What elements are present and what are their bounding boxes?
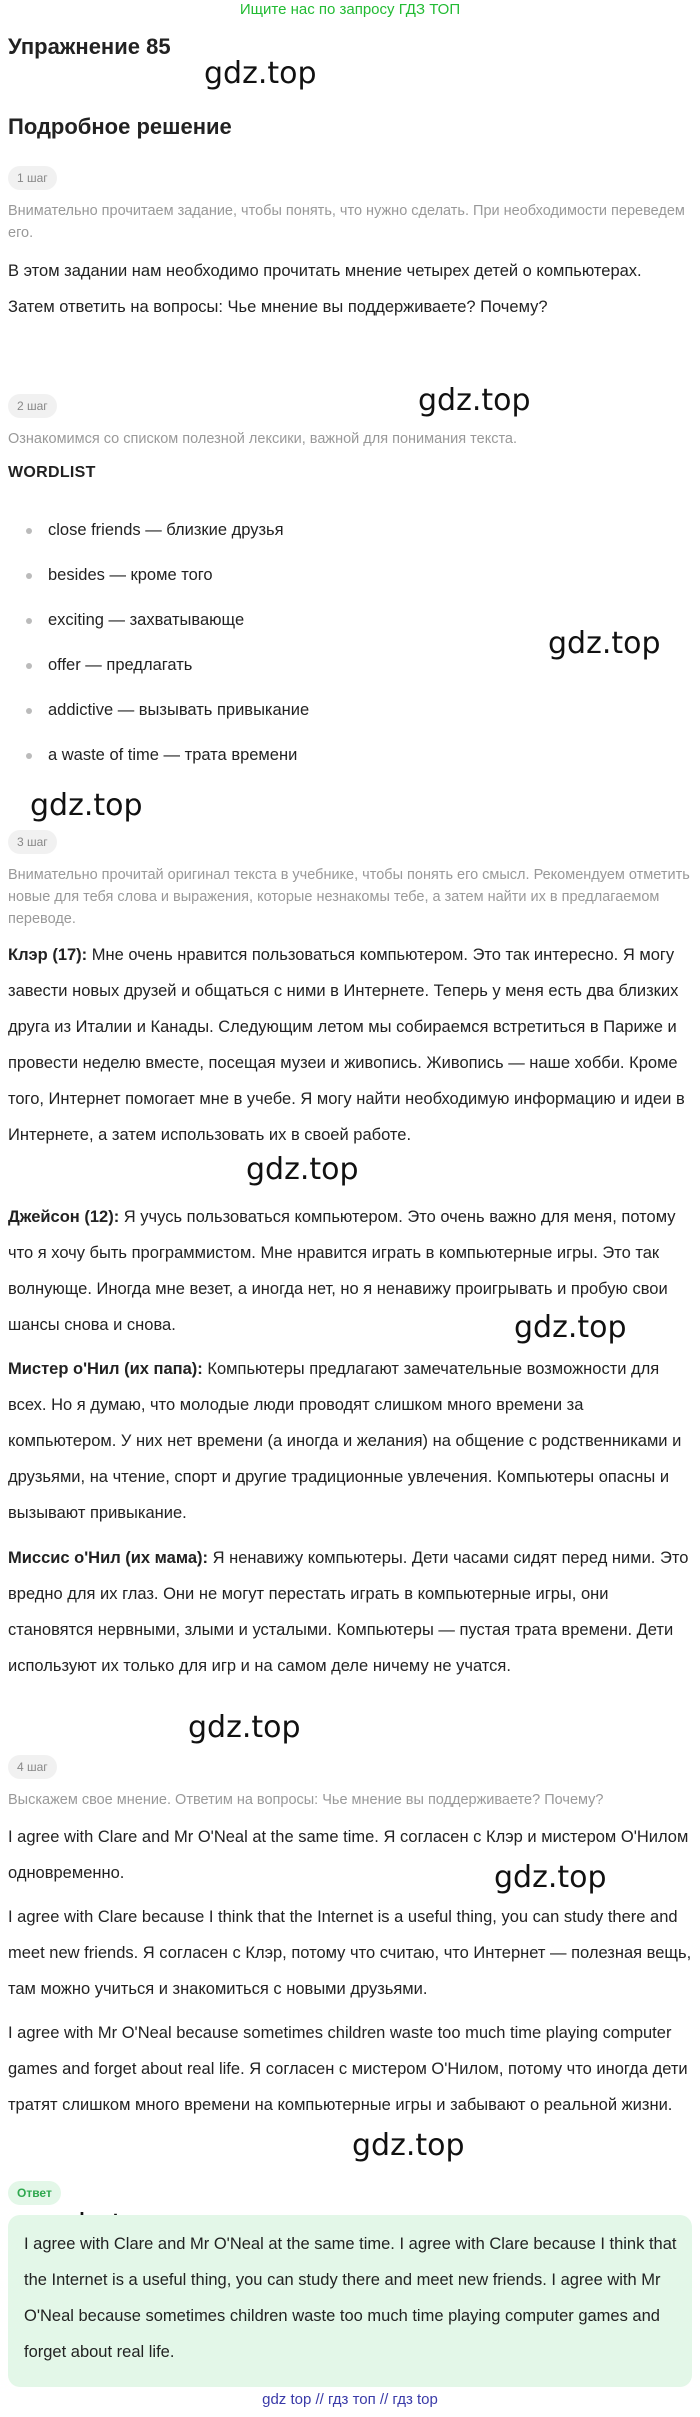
watermark: gdz.top bbox=[548, 626, 661, 661]
answer-badge: Ответ bbox=[8, 2181, 61, 2205]
wordlist bbox=[0, 508, 309, 778]
watermark: gdz.top bbox=[204, 56, 317, 91]
paragraph-text: Компьютеры предлагают замечательные возможности для всех. Но я думаю, что молодые люди проводят слишком много времени за компьютером. У них нет времени (а иногда и желания) на общение с родственниками и друзьями, на чтение, спорт и другие традиционные увлечения. Компьютеры опасны и вызывают привыкание. bbox=[8, 1360, 682, 1522]
step-hint: Ознакомимся со списком полезной лексики, важной для понимания текста. bbox=[8, 431, 518, 447]
wordlist-heading: WORDLIST bbox=[8, 464, 96, 481]
footer-links[interactable]: gdz top // гдз топ // гдз top bbox=[262, 2391, 438, 2408]
speaker-name: Клэр (17): bbox=[8, 946, 88, 964]
translation-paragraph bbox=[8, 1199, 692, 1343]
translation-paragraph bbox=[8, 937, 692, 1153]
watermark: gdz.top bbox=[514, 1310, 627, 1345]
step-badge: 1 шаг bbox=[8, 166, 57, 190]
list-item: offer — предлагать bbox=[0, 643, 309, 688]
step-hint: Внимательно прочитаем задание, чтобы понять, что нужно сделать. При необходимости переведем его. bbox=[8, 203, 685, 241]
speaker-name: Миссис о'Нил (их мама): bbox=[8, 1549, 208, 1567]
watermark: gdz.top bbox=[188, 1710, 301, 1745]
watermark: gdz.top bbox=[246, 1152, 359, 1187]
translation-paragraph bbox=[8, 1351, 692, 1531]
opinion-paragraph: I agree with Clare and Mr O'Neal at the same time. Я согласен с Клэр и мистером О'Нилом одновременно. bbox=[8, 1828, 689, 1882]
list-item: besides — кроме того bbox=[0, 553, 309, 598]
watermark: gdz.top bbox=[30, 788, 143, 823]
solution-heading: Подробное решение bbox=[8, 114, 232, 139]
paragraph-text: Я учусь пользоваться компьютером. Это очень важно для меня, потому что я хочу быть программистом. Мне нравится играть в компьютерные игры. Это так волнующе. Иногда мне везет, а иногда нет, но я ненавижу проигрывать и пробую свои шансы снова и снова. bbox=[8, 1208, 676, 1334]
search-banner: Ищите нас по запросу ГДЗ ТОП bbox=[239, 1, 461, 18]
opinion-paragraph: I agree with Clare because I think that the Internet is a useful thing, you can study there and meet new friends. Я согласен с Клэр, потому что считаю, что Интернет — полезная вещь, там можно учиться и знакомиться с новыми друзьями. bbox=[8, 1908, 692, 1998]
step-badge: 4 шаг bbox=[8, 1755, 57, 1779]
speaker-name: Мистер о'Нил (их папа): bbox=[8, 1360, 203, 1378]
watermark: gdz.top bbox=[418, 383, 531, 418]
step-hint: Внимательно прочитай оригинал текста в учебнике, чтобы понять его смысл. Рекомендуем отметить новые для тебя слова и выражения, которые незнакомы тебе, а затем найти их в предлагаемом переводе. bbox=[8, 867, 690, 927]
list-item: a waste of time — трата времени bbox=[0, 733, 309, 778]
speaker-name: Джейсон (12): bbox=[8, 1208, 120, 1226]
step-badge: 3 шаг bbox=[8, 830, 57, 854]
step-badge: 2 шаг bbox=[8, 394, 57, 418]
paragraph-text: Мне очень нравится пользоваться компьютером. Это так интересно. Я могу завести новых друзей и общаться с ними в Интернете. Теперь у меня есть два близких друга из Италии и Канады. Следующим летом мы собираемся встретиться в Париже и провести неделю вместе, посещая музеи и живопись. Живопись — наше хобби. Кроме того, Интернет помогает мне в учебе. Я могу найти необходимую информацию и идеи в Интернете, а затем использовать их в своей работе. bbox=[8, 946, 685, 1144]
opinion-paragraph: I agree with Mr O'Neal because sometimes children waste too much time playing computer games and forget about real life. Я согласен с мистером О'Нилом, потому что иногда дети тратят слишком много времени на компьютерные игры и забывают о реальной жизни. bbox=[8, 2024, 688, 2114]
watermark: gdz.top bbox=[494, 1860, 607, 1895]
list-item: addictive — вызывать привыкание bbox=[0, 688, 309, 733]
translation-paragraph bbox=[8, 1540, 692, 1684]
page-title: Упражнение 85 bbox=[8, 34, 171, 59]
list-item: close friends — близкие друзья bbox=[0, 508, 309, 553]
paragraph-text: Я ненавижу компьютеры. Дети часами сидят перед ними. Это вредно для их глаз. Они не могут перестать играть в компьютерные игры, они становятся нервными, злыми и усталыми. Компьютеры — пустая трата времени. Дети используют их только для игр и на самом деле ничему не учатся. bbox=[8, 1549, 689, 1675]
task-description: В этом задании нам необходимо прочитать мнение четырех детей о компьютерах. Затем ответить на вопросы: Чье мнение вы поддерживаете? Почему? bbox=[8, 262, 642, 316]
step-hint: Выскажем свое мнение. Ответим на вопросы: Чье мнение вы поддерживаете? Почему? bbox=[8, 1792, 604, 1808]
list-item: exciting — захватывающе bbox=[0, 598, 309, 643]
watermark: gdz.top bbox=[352, 2128, 465, 2163]
answer-text: I agree with Clare and Mr O'Neal at the same time. I agree with Clare because I think that the Internet is a useful thing, you can study there and meet new friends. I agree with Mr O'Neal because sometimes children waste too much time playing computer games and forget about real life. bbox=[24, 2235, 677, 2361]
